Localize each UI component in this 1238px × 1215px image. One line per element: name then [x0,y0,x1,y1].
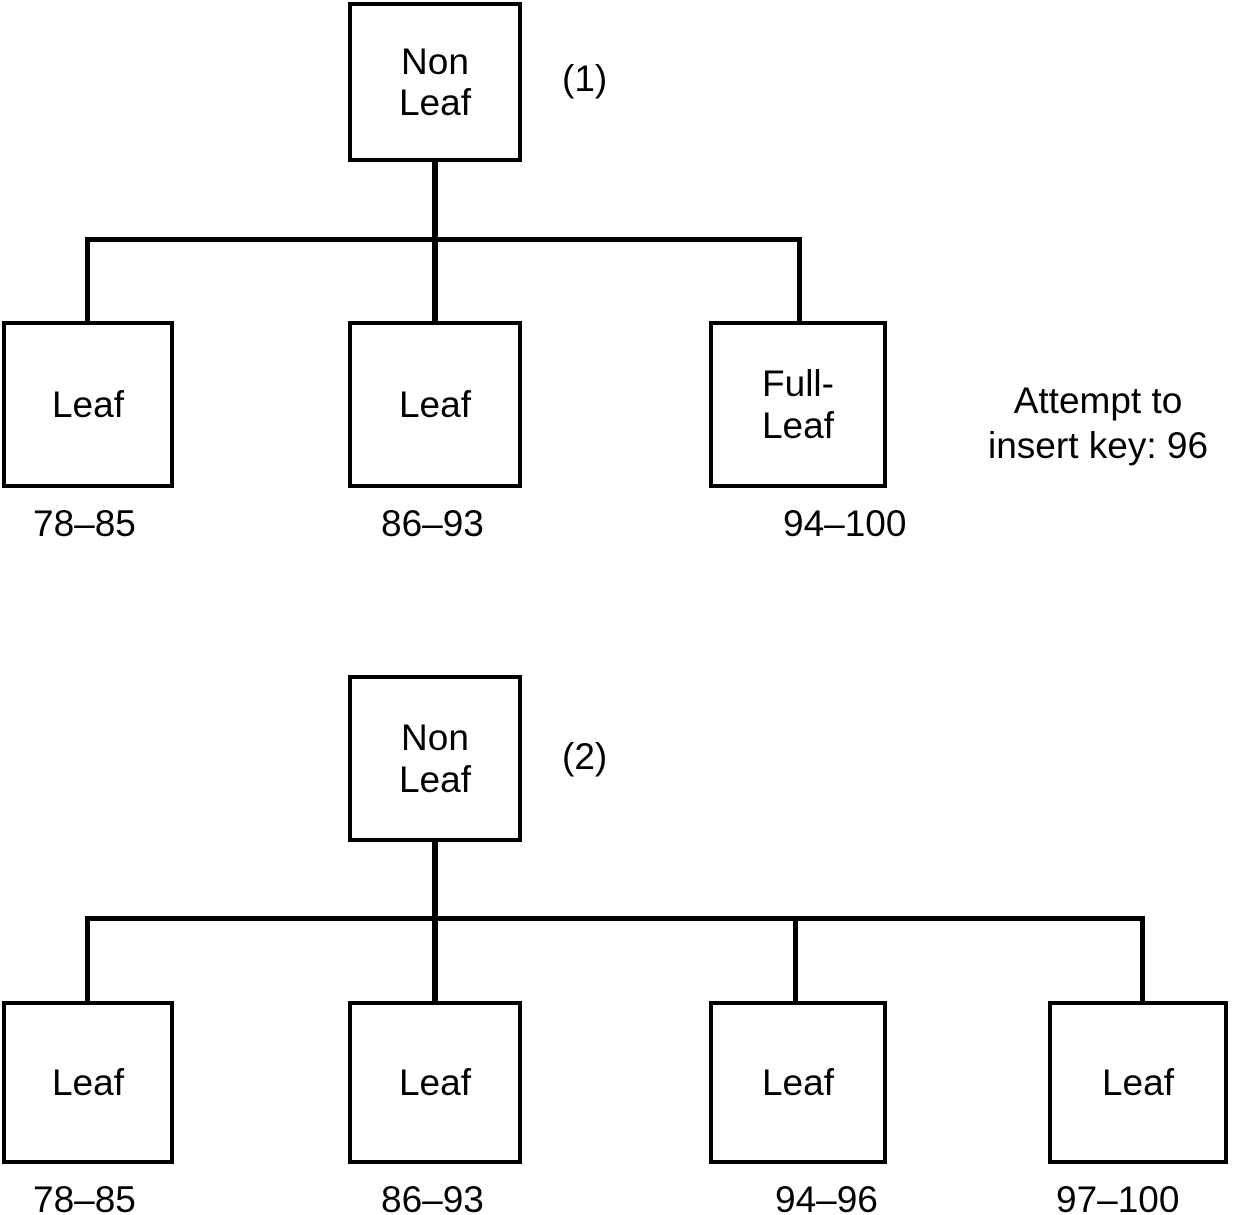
panel1-leaf-node-2 [348,321,522,488]
panel1-leaf-3-label-line1: Full- [762,363,834,405]
panel1-root-label-line2: Leaf [398,82,471,123]
panel1-range-label-2: 86–93 [381,503,484,544]
panel1-drop-line-1 [85,237,90,322]
panel2-drop-line-4 [1140,916,1145,1002]
panel2-step-label: (2) [562,736,608,777]
panel2-leaf-node-4 [1048,1001,1228,1164]
panel1-horizontal-bus [85,237,802,242]
panel2-root-label-line2: Leaf [398,758,471,800]
panel2-root-stem [432,840,438,1002]
panel1-root-node [348,2,522,162]
panel2-leaf-node-1 [2,1001,174,1164]
panel1-range-label-3: 94–100 [783,503,907,544]
panel1-leaf-2-label-line1: Leaf [398,383,471,425]
panel1-leaf-1-label-line1: Leaf [51,383,124,425]
panel2-drop-line-3 [793,916,798,1002]
panel1-leaf-node-1 [2,321,174,488]
panel2-range-label-2: 86–93 [381,1179,484,1215]
panel2-leaf-4-label-line1: Leaf [1101,1061,1174,1103]
panel2-leaf-node-3 [709,1001,887,1164]
panel1-range-label-1: 78–85 [33,503,136,544]
panel1-drop-line-3 [797,237,802,322]
panel2-horizontal-bus [85,916,1145,921]
panel2-leaf-1-label-line1: Leaf [51,1061,124,1103]
insert-key-annotation [988,378,1208,468]
panel2-leaf-2-label-line1: Leaf [398,1061,471,1103]
panel2-root-node [348,675,522,842]
insert-key-annotation-line2: insert key: 96 [988,425,1209,467]
panel2-range-label-3: 94–96 [775,1179,878,1215]
panel1-root-label-line1: Non [401,40,469,82]
panel2-leaf-3-label-line1: Leaf [761,1061,834,1103]
panel1-full-leaf-node [709,321,887,488]
panel2-leaf-node-2 [348,1001,522,1164]
insert-key-annotation-line1: Attempt to [1013,380,1183,421]
panel2-drop-line-1 [85,916,90,1002]
panel1-step-label: (1) [562,58,608,99]
panel2-range-label-1: 78–85 [33,1179,136,1215]
panel2-root-label-line1: Non [401,717,469,759]
panel2-range-label-4: 97–100 [1056,1179,1180,1215]
panel1-leaf-3-label-line2: Leaf [761,404,834,446]
